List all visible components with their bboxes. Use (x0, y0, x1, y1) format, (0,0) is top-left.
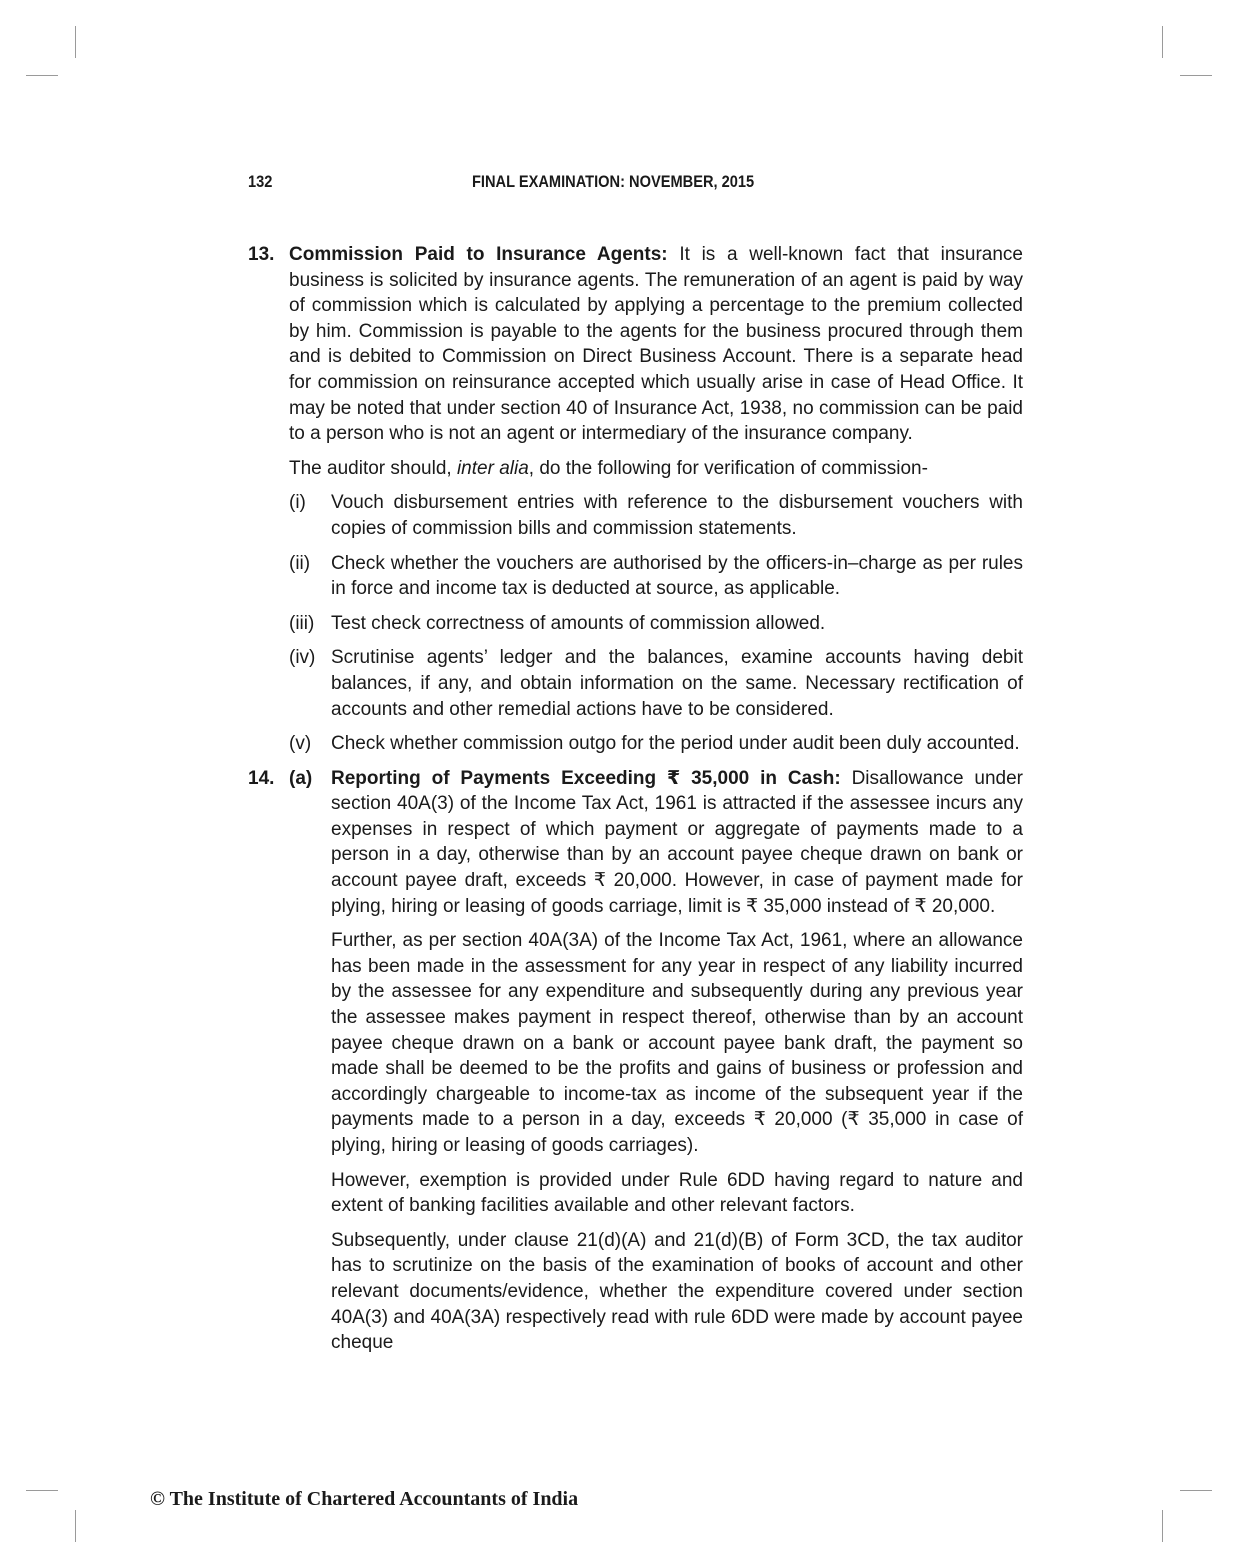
paragraph: However, exemption is provided under Rule 6DD having regard to nature and extent of banking facilities available and other relevant factors. (331, 1169, 1023, 1217)
page-number: 132 (248, 172, 273, 191)
inter-alia-italic: inter alia (456, 457, 529, 479)
list-marker: (ii) (289, 552, 311, 574)
paragraph: Subsequently, under clause 21(d)(A) and 21(d)(B) of Form 3CD, the tax auditor has to scrutinize on the basis of the examination of books of account and other relevant documents/evidence, whether the expenditure covered under section 40A(3) and 40A(3A) respectively read with rule 6DD were made by account payee cheque (331, 1229, 1023, 1354)
section-heading: Commission Paid to Insurance Agents: (289, 244, 668, 265)
crop-mark (26, 75, 58, 76)
paragraph: Further, as per section 40A(3A) of the Income Tax Act, 1961, where an allowance has been made in the assessment for any year in respect of any liability incurred by the assessee for any expenditure and subsequently during any previous year the assessee makes payment in respect thereof, otherwise than by an account payee cheque drawn on a bank or account payee bank draft, the payment so made shall be deemed to be the profits and gains of business or profession and accordingly chargeable to income-tax as income of the subsequent year if the payments made to a person in a day, exceeds ₹ 20,000 (₹ 35,000 in case of plying, hiring or leasing of goods carriages). (331, 930, 1023, 1156)
list-marker: (iv) (289, 647, 316, 669)
crop-mark (26, 1490, 58, 1491)
list-item-text: Check whether the vouchers are authorised by the officers-in–charge as per rules in force and income tax is deducted at source, as applicable. (331, 552, 1023, 600)
crop-mark (1162, 1510, 1163, 1542)
question-13 (248, 242, 1023, 447)
running-header: FINAL EXAMINATION: NOVEMBER, 2015 (472, 172, 755, 191)
page-body (248, 242, 1023, 1365)
question-number: 13. (248, 244, 275, 265)
section-heading: Reporting of Payments Exceeding ₹ 35,000 in Cash: (331, 767, 841, 789)
question-number: 14. (248, 767, 275, 789)
crop-mark (1180, 75, 1212, 76)
list-item-text: Check whether commission outgo for the period under audit been duly accounted. (331, 733, 1020, 755)
question-14a (248, 766, 1023, 920)
sub-question-marker: (a) (289, 767, 313, 789)
list-item (248, 551, 1023, 602)
footer-copyright: © The Institute of Chartered Accountants of India (150, 1488, 579, 1510)
list-item (248, 611, 1023, 637)
paragraph-text: Disallowance under section 40A(3) of the Income Tax Act, 1961 is attracted if the assessee incurs any expenses in respect of which payment or aggregate of payments made to a person in a day, otherwise than by an account payee cheque drawn on bank or account payee draft, exceeds ₹ 20,000. However, in case of payment made for plying, hiring or leasing of goods carriage, limit is ₹ 35,000 instead of ₹ 20,000. (331, 767, 1023, 917)
list-item-text: Test check correctness of amounts of commission allowed. (331, 612, 826, 634)
list-marker: (v) (289, 733, 312, 755)
list-marker: (iii) (289, 612, 315, 634)
crop-mark (75, 26, 76, 58)
list-item (248, 645, 1023, 722)
list-item-text: Scrutinise agents’ ledger and the balances, examine accounts having debit balances, if any, and obtain information on the same. Necessary rectification of accounts and other remedial actions have to be considered. (331, 647, 1023, 720)
list-marker: (i) (289, 492, 306, 514)
crop-mark (75, 1510, 76, 1542)
list-item (248, 490, 1023, 541)
crop-mark (1162, 26, 1163, 58)
crop-mark (1180, 1490, 1212, 1491)
paragraph-text: It is a well-known fact that insurance business is solicited by insurance agents. The remuneration of an agent is paid by way of commission which is calculated by applying a percentage to the premium collected by him. Commission is payable to the agents for the business procured through them and is debited to Commission on Direct Business Account. There is a separate head for commission on reinsurance accepted which usually arise in case of Head Office. It may be noted that under section 40 of Insurance Act, 1938, no commission can be paid to a person who is not an agent or intermediary of the insurance company. (289, 244, 1023, 445)
lead-paragraph: The auditor should, inter alia, do the following for verification of commission- (289, 457, 928, 479)
list-item (248, 731, 1023, 757)
list-item-text: Vouch disbursement entries with reference to the disbursement vouchers with copies of commission bills and commission statements. (331, 492, 1023, 539)
